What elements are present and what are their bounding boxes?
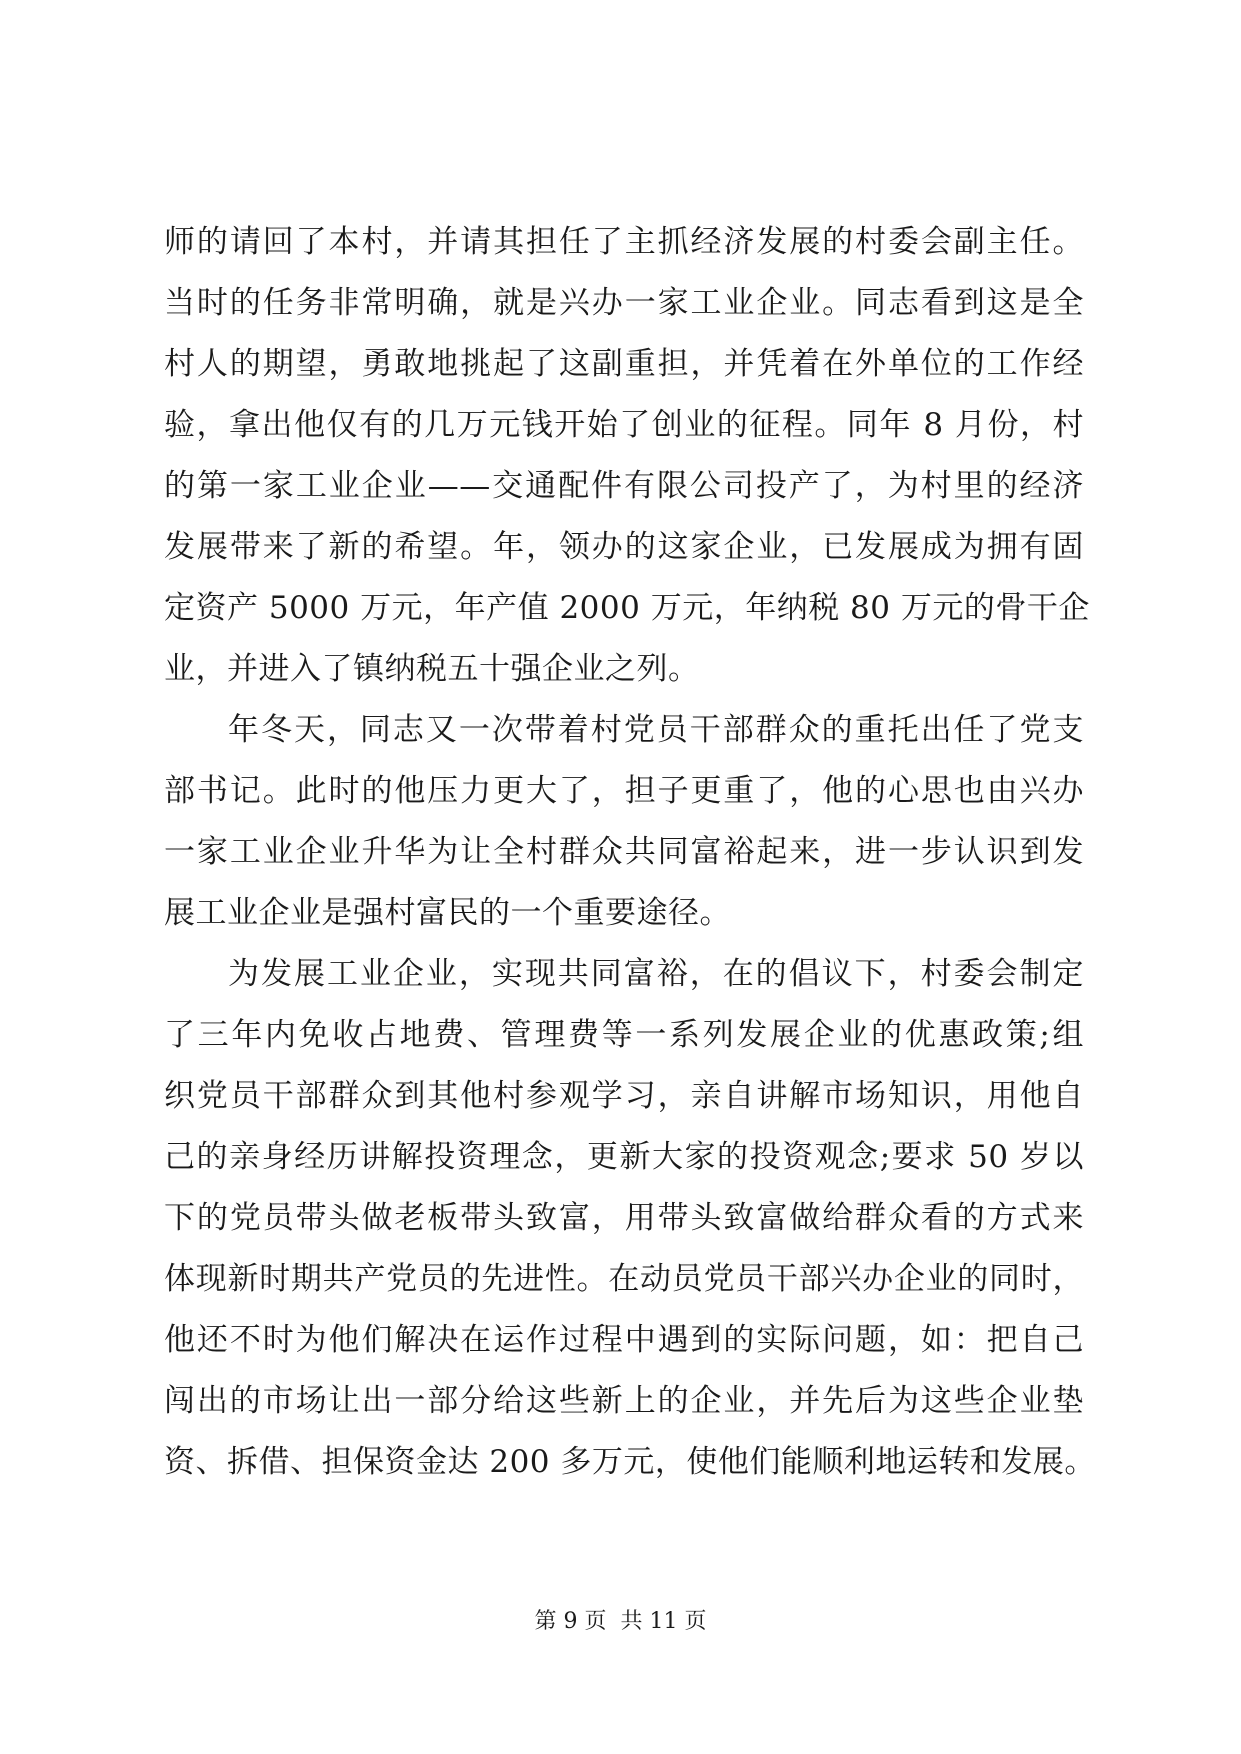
- text-line: 为发展工业企业，实现共同富裕，在的倡议下，村委会制定: [228, 956, 1084, 992]
- text-line: 定资产 5000 万元，年产值 2000 万元，年纳税 80 万元的骨干企: [164, 590, 1090, 626]
- text-line: 业，并进入了镇纳税五十强企业之列。: [164, 651, 700, 687]
- text-line: 他还不时为他们解决在运作过程中遇到的实际问题，如：把自己: [164, 1322, 1084, 1358]
- text-line: 验，拿出他仅有的几万元钱开始了创业的征程。同年 8 月份，村: [164, 407, 1084, 443]
- page-footer: [0, 1604, 1241, 1635]
- text-line: 闯出的市场让出一部分给这些新上的企业，并先后为这些企业垫: [164, 1383, 1084, 1419]
- text-line: 己的亲身经历讲解投资理念，更新大家的投资观念;要求 50 岁以: [164, 1139, 1084, 1175]
- text-line: 师的请回了本村，并请其担任了主抓经济发展的村委会副主任。: [164, 224, 1084, 260]
- text-line: 织党员干部群众到其他村参观学习，亲自讲解市场知识，用他自: [164, 1078, 1084, 1114]
- text-line: 展工业企业是强村富民的一个重要途径。: [164, 895, 731, 931]
- page-number-current: 第 9 页: [534, 1609, 607, 1634]
- text-line: 部书记。此时的他压力更大了，担子更重了，他的心思也由兴办: [164, 773, 1084, 809]
- text-line: 资、拆借、担保资金达 200 多万元，使他们能顺利地运转和发展。: [164, 1444, 1096, 1480]
- text-line: 当时的任务非常明确，就是兴办一家工业企业。同志看到这是全: [164, 285, 1084, 321]
- text-line: 发展带来了新的希望。年，领办的这家企业，已发展成为拥有固: [164, 529, 1084, 565]
- text-line: 一家工业企业升华为让全村群众共同富裕起来，进一步认识到发: [164, 834, 1084, 870]
- page-number-total: 共 11 页: [620, 1609, 707, 1634]
- text-line: 的第一家工业企业——交通配件有限公司投产了，为村里的经济: [164, 468, 1084, 504]
- body-text: [164, 212, 1096, 1493]
- text-line: 了三年内免收占地费、管理费等一系列发展企业的优惠政策;组: [164, 1017, 1084, 1053]
- text-line: 体现新时期共产党员的先进性。在动员党员干部兴办企业的同时，: [164, 1261, 1084, 1297]
- text-line: 村人的期望，勇敢地挑起了这副重担，并凭着在外单位的工作经: [164, 346, 1084, 382]
- text-line: 年冬天，同志又一次带着村党员干部群众的重托出任了党支: [228, 712, 1084, 748]
- text-line: 下的党员带头做老板带头致富，用带头致富做给群众看的方式来: [164, 1200, 1084, 1236]
